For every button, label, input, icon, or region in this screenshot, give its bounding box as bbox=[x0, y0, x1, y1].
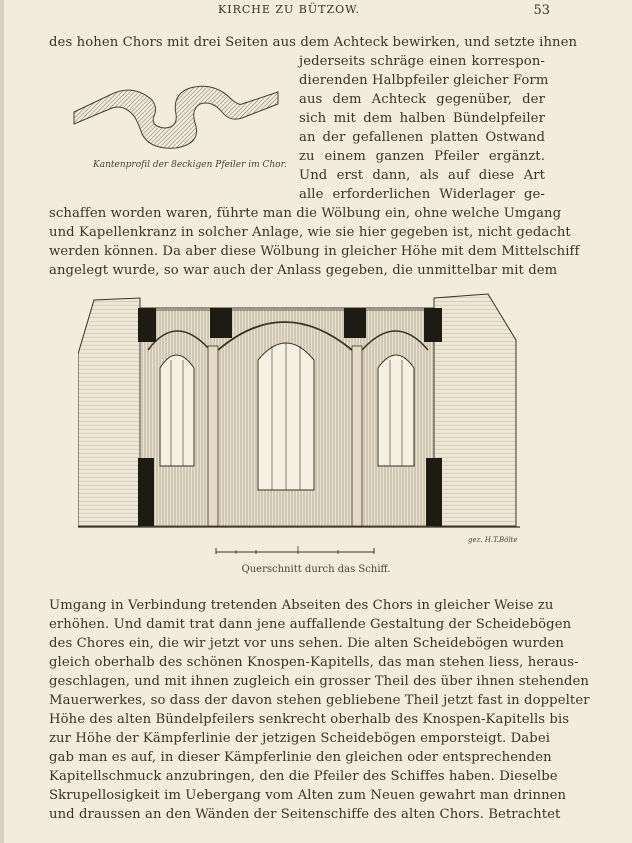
wall-section-black bbox=[424, 308, 442, 342]
page-number: 53 bbox=[533, 3, 550, 18]
page-edge bbox=[0, 0, 4, 843]
text-line: dierenden Halbpfeiler gleicher Form bbox=[299, 73, 549, 88]
text-line: gab man es auf, in dieser Kämpferlinie den gleichen oder entsprechenden bbox=[49, 750, 552, 765]
wall-section-black bbox=[138, 308, 156, 342]
text-line: zur Höhe der Kämpferlinie der jetzigen Scheidebögen emporsteigt. Dabei bbox=[49, 731, 551, 746]
right-aisle-wall bbox=[434, 294, 516, 526]
text-line: Umgang in Verbindung tretenden Abseiten des Chors in gleicher Weise zu bbox=[49, 598, 554, 613]
text-line: schaffen worden waren, führte man die Wölbung ein, ohne welche Umgang bbox=[49, 206, 562, 221]
text-line: Höhe des alten Bündelpfeilers senkrecht oberhalb des Knospen-Kapitells bis bbox=[49, 712, 570, 727]
column bbox=[208, 346, 218, 526]
text-line: und draussen an den Wänden der Seitenschiffe des alten Chors. Betrachtet bbox=[49, 807, 561, 822]
left-window bbox=[160, 355, 194, 466]
column bbox=[352, 346, 362, 526]
text-line: jederseits schräge einen korrespon- bbox=[299, 54, 545, 69]
running-title: KIRCHE ZU BÜTZOW. bbox=[218, 3, 361, 16]
text-line: erhöhen. Und damit trat dann jene auffallende Gestaltung der Scheidebögen bbox=[49, 617, 572, 632]
text-line: werden können. Da aber diese Wölbung in gleicher Höhe mit dem Mittelschiff bbox=[49, 244, 580, 259]
cross-section-figure bbox=[78, 290, 520, 560]
text-line: Und erst dann, als auf diese Art bbox=[299, 168, 545, 183]
text-line: und Kapellenkranz in solcher Anlage, wie sie hier gegeben ist, nicht gedacht bbox=[49, 225, 571, 240]
wall-section-black bbox=[344, 308, 366, 338]
text-line: gleich oberhalb des schönen Knospen-Kapitells, das man stehen liess, heraus- bbox=[49, 655, 579, 670]
text-line: angelegt wurde, so war auch der Anlass gegeben, die unmittelbar mit dem bbox=[49, 263, 558, 278]
wall-section-black bbox=[138, 458, 154, 526]
text-line: geschlagen, und mit ihnen zugleich ein grosser Theil des über ihnen stehenden bbox=[49, 674, 590, 689]
text-line: Mauerwerkes, so dass der davon stehen gebliebene Theil jetzt fast in doppelter bbox=[49, 693, 590, 708]
text-line: aus dem Achteck gegenüber, der bbox=[299, 92, 545, 107]
text-line: sich mit dem halben Bündelpfeiler bbox=[299, 111, 545, 126]
section-caption: Querschnitt durch das Schiff. bbox=[241, 564, 391, 575]
right-window bbox=[378, 355, 414, 466]
pillar-profile-figure bbox=[72, 82, 282, 152]
text-line: alle erforderlichen Widerlager ge- bbox=[299, 187, 545, 202]
text-line: des hohen Chors mit drei Seiten aus dem Achteck bewirken, und setzte ihnen bbox=[49, 35, 578, 50]
wall-section-black bbox=[210, 308, 232, 338]
profile-caption: Kantenprofil der 8eckigen Pfeiler im Chor. bbox=[93, 160, 287, 170]
text-line: Skrupellosigkeit im Uebergang vom Alten zum Neuen gewahrt man drinnen bbox=[49, 788, 567, 803]
drawing-signature: gez. H.T.Bölte bbox=[468, 536, 518, 544]
text-line: zu einem ganzen Pfeiler ergänzt. bbox=[299, 149, 545, 164]
text-line: an der gefallenen platten Ostwand bbox=[299, 130, 545, 145]
profile-outline bbox=[74, 86, 278, 148]
wall-section-black bbox=[426, 458, 442, 526]
text-line: des Chores ein, die wir jetzt vor uns sehen. Die alten Scheidebögen wurden bbox=[49, 636, 564, 651]
left-aisle-wall bbox=[78, 298, 140, 526]
text-line: Kapitellschmuck anzubringen, den die Pfeiler des Schiffes haben. Dieselbe bbox=[49, 769, 558, 784]
